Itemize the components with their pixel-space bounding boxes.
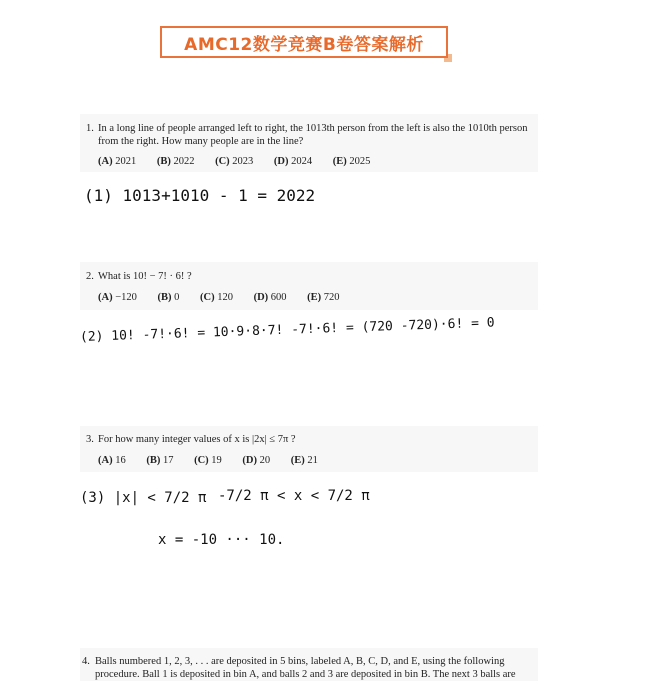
page-title: AMC12数学竞赛B卷答案解析 <box>184 34 424 55</box>
question-1-number: 1. <box>86 123 94 134</box>
question-2-choices <box>98 292 358 303</box>
choice-c: (C) 120 <box>200 292 233 303</box>
choice-d: (D) 600 <box>253 292 287 303</box>
handwritten-solution-3-line-3: x = -10 ··· 10. <box>158 532 285 548</box>
choice-e: (E) 2025 <box>332 156 371 167</box>
page-title-box <box>160 26 448 58</box>
choice-b: (B) 17 <box>146 455 174 466</box>
choice-d: (D) 20 <box>242 455 271 466</box>
question-3-choices <box>98 455 336 466</box>
question-3-number: 3. <box>86 434 94 445</box>
choice-a: (A) 16 <box>98 455 126 466</box>
choice-c: (C) 2023 <box>215 156 254 167</box>
question-2-text: What is 10! − 7! · 6! ? <box>98 271 192 282</box>
handwritten-solution-3-line-2: -7/2 π < x < 7/2 π <box>218 488 370 504</box>
question-2-number: 2. <box>86 271 94 282</box>
question-4-text: Balls numbered 1, 2, 3, . . . are deposited in 5 bins, labeled A, B, C, D, and E, using the following procedure. Ball 1 is deposited in bin A, and balls 2 and 3 are deposited in bin B. The next 3 balls are <box>95 656 516 680</box>
choice-e: (E) 720 <box>307 292 340 303</box>
choice-a: (A) −120 <box>98 292 137 303</box>
choice-d: (D) 2024 <box>273 156 313 167</box>
question-1-choices <box>98 156 388 167</box>
choice-c: (C) 19 <box>194 455 222 466</box>
question-1-text: In a long line of people arranged left to right, the 1013th person from the left is also the 1010th person from the right. How many people are in the line? <box>98 123 528 147</box>
choice-b: (B) 0 <box>157 292 180 303</box>
handwritten-solution-1: (1) 1013+1010 - 1 = 2022 <box>84 186 316 205</box>
handwritten-solution-2: (2) 10! -7!·6! = 10·9·8·7! -7!·6! = (720 -720)·6! = 0 <box>79 315 495 345</box>
choice-a: (A) 2021 <box>98 156 137 167</box>
question-4-number: 4. <box>82 656 90 667</box>
question-3-text: For how many integer values of x is |2x| ≤ 7π ? <box>98 434 296 445</box>
choice-b: (B) 2022 <box>156 156 195 167</box>
handwritten-solution-3-line-1: (3) |x| < 7/2 π <box>80 490 207 506</box>
choice-e: (E) 21 <box>290 455 318 466</box>
